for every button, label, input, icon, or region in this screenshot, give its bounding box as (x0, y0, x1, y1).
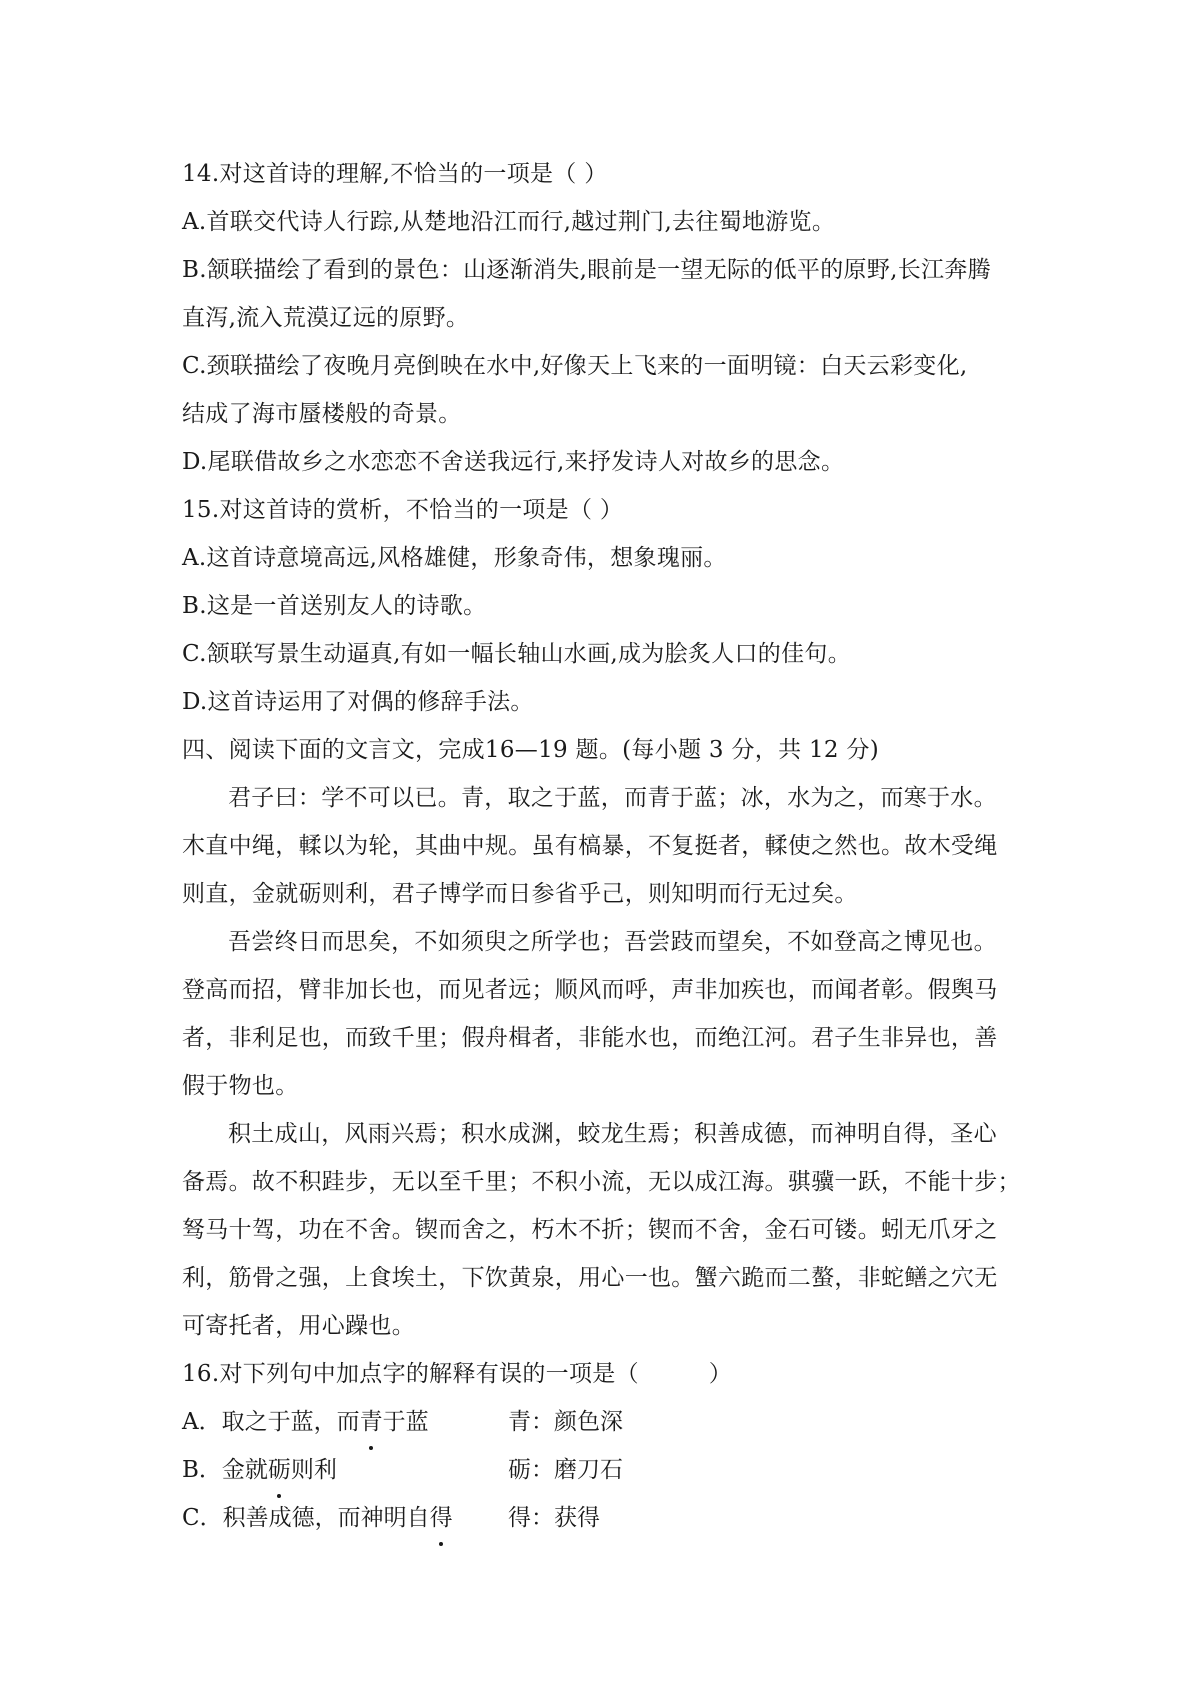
passage-paragraph-3 (182, 1110, 1022, 1350)
question-14-option-b-line1: B.颔联描绘了看到的景色：山逐渐消失,眼前是一望无际的低平的原野,长江奔腾 (182, 257, 991, 283)
question-15-stem: 15.对这首诗的赏析，不恰当的一项是（ ） (182, 497, 624, 523)
passage-line: 登高而招，臂非加长也，而见者远；顺风而呼，声非加疾也，而闻者彰。假舆马 (182, 977, 998, 1003)
passage-line: 吾尝终日而思矣，不如须臾之所学也；吾尝跂而望矣，不如登高之博见也。 (228, 929, 997, 955)
dotted-character: 砺 (268, 1446, 291, 1494)
passage-line: 积土成山，风雨兴焉；积水成渊，蛟龙生焉；积善成德，而神明自得，圣心 (228, 1121, 997, 1147)
passage-paragraph-1 (182, 774, 1022, 918)
option-sentence (182, 1494, 453, 1542)
passage-line: 木直中绳，輮以为轮，其曲中规。虽有槁暴，不复挺者，輮使之然也。故木受绳 (182, 833, 998, 859)
question-14-option-d: D.尾联借故乡之水恋恋不舍送我远行,来抒发诗人对故乡的思念。 (182, 449, 845, 475)
question-14-option-a: A.首联交代诗人行踪,从楚地沿江而行,越过荆门,去往蜀地游览。 (182, 209, 836, 235)
section-4-heading: 四、阅读下面的文言文，完成16—19 题。(每小题 3 分，共 12 分) (182, 737, 880, 763)
question-16-option-a (182, 1398, 1022, 1446)
dotted-character: 青 (360, 1398, 383, 1446)
passage-paragraph-2 (182, 918, 1022, 1110)
passage-line: 备焉。故不积跬步，无以至千里；不积小流，无以成江海。骐骥一跃，不能十步； (182, 1169, 1021, 1195)
option-sentence (182, 1446, 337, 1494)
passage-line: 假于物也。 (182, 1073, 299, 1099)
dotted-character: 得 (430, 1494, 453, 1542)
sentence-text: C．积善成德，而神明自 (182, 1505, 430, 1531)
sentence-text: A．取之于蓝，而 (182, 1409, 360, 1435)
sentence-text: 则利 (290, 1457, 337, 1483)
option-sentence (182, 1398, 429, 1446)
question-15-option-b: B.这是一首送别友人的诗歌。 (182, 593, 487, 619)
option-explanation: 砺：磨刀石 (508, 1457, 623, 1483)
option-explanation: 青：颜色深 (508, 1409, 623, 1435)
question-16-option-b (182, 1446, 1022, 1494)
question-15-option-d: D.这首诗运用了对偶的修辞手法。 (182, 689, 534, 715)
sentence-text: 于蓝 (382, 1409, 429, 1435)
question-15-option-a: A.这首诗意境高远,风格雄健，形象奇伟，想象瑰丽。 (182, 545, 727, 571)
page-content (182, 150, 1022, 1542)
passage-line: 者，非利足也，而致千里；假舟楫者，非能水也，而绝江河。君子生非异也，善 (182, 1025, 998, 1051)
question-14-option-c-line1: C.颈联描绘了夜晚月亮倒映在水中,好像天上飞来的一面明镜：白天云彩变化, (182, 353, 968, 379)
passage-line: 可寄托者，用心躁也。 (182, 1313, 415, 1339)
question-14-option-c-line2: 结成了海市蜃楼般的奇景。 (182, 401, 462, 427)
passage-line: 利，筋骨之强，上食埃土，下饮黄泉，用心一也。蟹六跪而二螯，非蛇鳝之穴无 (182, 1265, 998, 1291)
question-14-stem: 14.对这首诗的理解,不恰当的一项是（ ） (182, 161, 608, 187)
question-16-stem: 16.对下列句中加点字的解释有误的一项是（ ） (182, 1361, 733, 1387)
option-explanation: 得：获得 (508, 1505, 600, 1531)
passage-line: 君子曰：学不可以已。青，取之于蓝，而青于蓝；冰，水为之，而寒于水。 (228, 785, 997, 811)
question-16-option-c (182, 1494, 1022, 1542)
question-15-option-c: C.颔联写景生动逼真,有如一幅长轴山水画,成为脍炙人口的佳句。 (182, 641, 852, 667)
question-14-option-b-line2: 直泻,流入荒漠辽远的原野。 (182, 305, 470, 331)
sentence-text: B．金就 (182, 1457, 268, 1483)
passage-line: 则直，金就砺则利，君子博学而日参省乎己，则知明而行无过矣。 (182, 881, 858, 907)
passage-line: 驽马十驾，功在不舍。锲而舍之，朽木不折；锲而不舍，金石可镂。蚓无爪牙之 (182, 1217, 998, 1243)
